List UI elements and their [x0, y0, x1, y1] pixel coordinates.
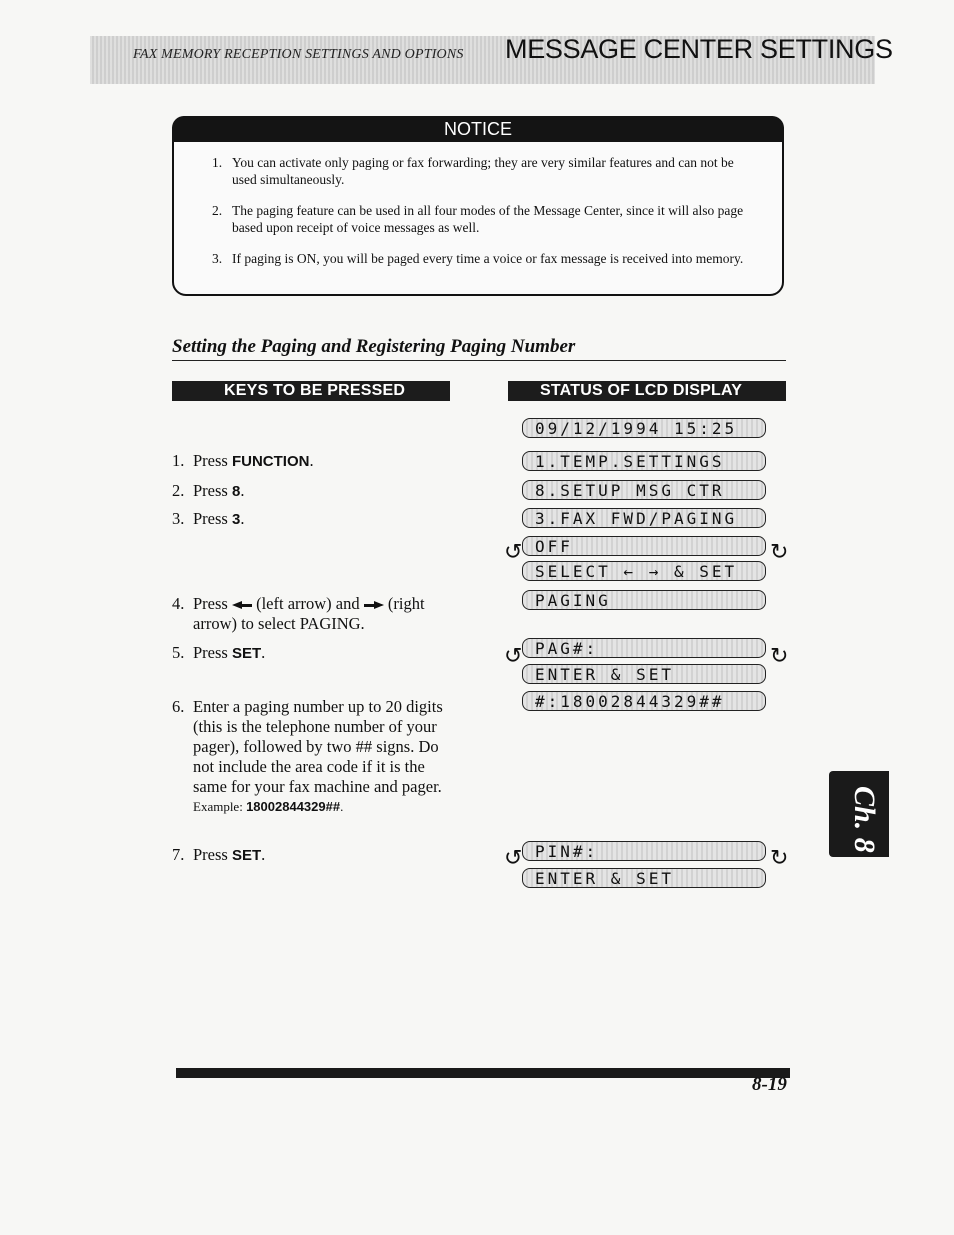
page-number: 8-19 — [752, 1074, 787, 1095]
loop-left-icon: ↺ — [504, 540, 523, 565]
chapter-tab-label: Ch. 8 — [848, 786, 881, 853]
example-value: 18002844329## — [246, 799, 341, 814]
step-punct: . — [309, 451, 314, 470]
step-key: SET — [231, 645, 262, 662]
notice-list — [212, 154, 752, 281]
notice-item-text: If paging is ON, you will be paged every time a voice or fax message is received into memory. — [232, 251, 744, 266]
lcd-fax-fwd-paging: 3.FAX FWD/PAGING — [522, 508, 766, 528]
step-number: 6. — [172, 697, 185, 716]
step-text: Enter a paging number up to 20 digits (this is the telephone number of your pager), followed by two ## signs. Do not include the area code if it is the same for your fax machine and pager. — [193, 697, 443, 796]
notice-item — [212, 154, 752, 188]
step-text: Press — [193, 481, 232, 500]
status-header-bar: STATUS OF LCD DISPLAY — [508, 381, 786, 401]
lcd-temp-settings: 1.TEMP.SETTINGS — [522, 451, 766, 471]
notice-item — [212, 250, 752, 267]
lcd-pin-number: PIN#: — [522, 841, 766, 861]
loop-left-icon: ↺ — [504, 846, 523, 871]
loop-left-icon: ↺ — [504, 644, 523, 669]
notice-item-number: 1. — [212, 155, 223, 170]
step-number: 2. — [172, 481, 185, 500]
lcd-off: OFF — [522, 536, 766, 556]
step-text: Press — [193, 509, 232, 528]
notice-item-number: 2. — [212, 203, 223, 218]
step-punct: . — [261, 845, 266, 864]
step-number: 4. — [172, 594, 185, 613]
step-key: 8 — [231, 483, 241, 500]
notice-heading: NOTICE — [172, 116, 784, 142]
loop-right-icon: ↻ — [770, 846, 789, 871]
loop-right-icon: ↻ — [770, 644, 789, 669]
example-label: Example: — [193, 799, 247, 814]
step-punct: . — [240, 509, 245, 528]
step-text: Press — [193, 451, 232, 470]
step-5 — [172, 643, 265, 664]
step-key: FUNCTION — [231, 453, 310, 470]
step-3 — [172, 509, 244, 530]
step-key: 3 — [231, 511, 241, 528]
section-divider — [172, 360, 786, 361]
left-arrow-icon — [232, 594, 252, 613]
notice-item-number: 3. — [212, 251, 223, 266]
step-number: 3. — [172, 509, 185, 528]
step-6-number — [172, 697, 184, 717]
footer-rule — [176, 1068, 790, 1078]
example-punct: . — [340, 799, 344, 814]
step-text: Press — [193, 594, 232, 613]
step-text: Press — [193, 643, 232, 662]
step-number: 7. — [172, 845, 185, 864]
loop-right-icon: ↻ — [770, 540, 789, 565]
step-text: (left arrow) and — [256, 594, 364, 613]
step-2 — [172, 481, 244, 502]
step-4-number — [172, 594, 184, 614]
lcd-pager-number-entry: #:18002844329##_ — [522, 691, 766, 711]
notice-item-text: You can activate only paging or fax forwarding; they are very similar features and can not be used simultaneously. — [232, 155, 734, 187]
notice-item-text: The paging feature can be used in all four modes of the Message Center, since it will also page based upon receipt of voice messages as well. — [232, 203, 744, 235]
step-number: 1. — [172, 451, 185, 470]
notice-item — [212, 202, 752, 236]
right-arrow-icon — [364, 594, 384, 613]
lcd-enter-set: ENTER & SET — [522, 868, 766, 888]
step-6 — [193, 697, 455, 817]
lcd-pag-number: PAG#: — [522, 638, 766, 658]
keys-header-bar: KEYS TO BE PRESSED — [172, 381, 450, 401]
step-text: Press — [193, 845, 232, 864]
lcd-setup-msg-ctr: 8.SETUP MSG CTR — [522, 480, 766, 500]
step-punct: . — [261, 643, 266, 662]
header-title: MESSAGE CENTER SETTINGS — [505, 34, 893, 64]
lcd-paging: PAGING — [522, 590, 766, 610]
header-subtitle: FAX MEMORY RECEPTION SETTINGS AND OPTIONS — [133, 47, 464, 62]
step-7 — [172, 845, 265, 866]
step-key: SET — [231, 847, 262, 864]
section-title: Setting the Paging and Registering Paging Number — [172, 336, 576, 357]
step-text: (right arrow) to select PAGING. — [193, 594, 425, 633]
lcd-date-time: 09/12/1994 15:25 — [522, 418, 766, 438]
example-line — [193, 797, 455, 817]
lcd-enter-set: ENTER & SET — [522, 664, 766, 684]
step-number: 5. — [172, 643, 185, 662]
notice-box — [172, 116, 784, 296]
lcd-select-set: SELECT ← → & SET — [522, 561, 766, 581]
step-1 — [172, 451, 314, 472]
step-punct: . — [240, 481, 245, 500]
step-4 — [193, 594, 455, 634]
